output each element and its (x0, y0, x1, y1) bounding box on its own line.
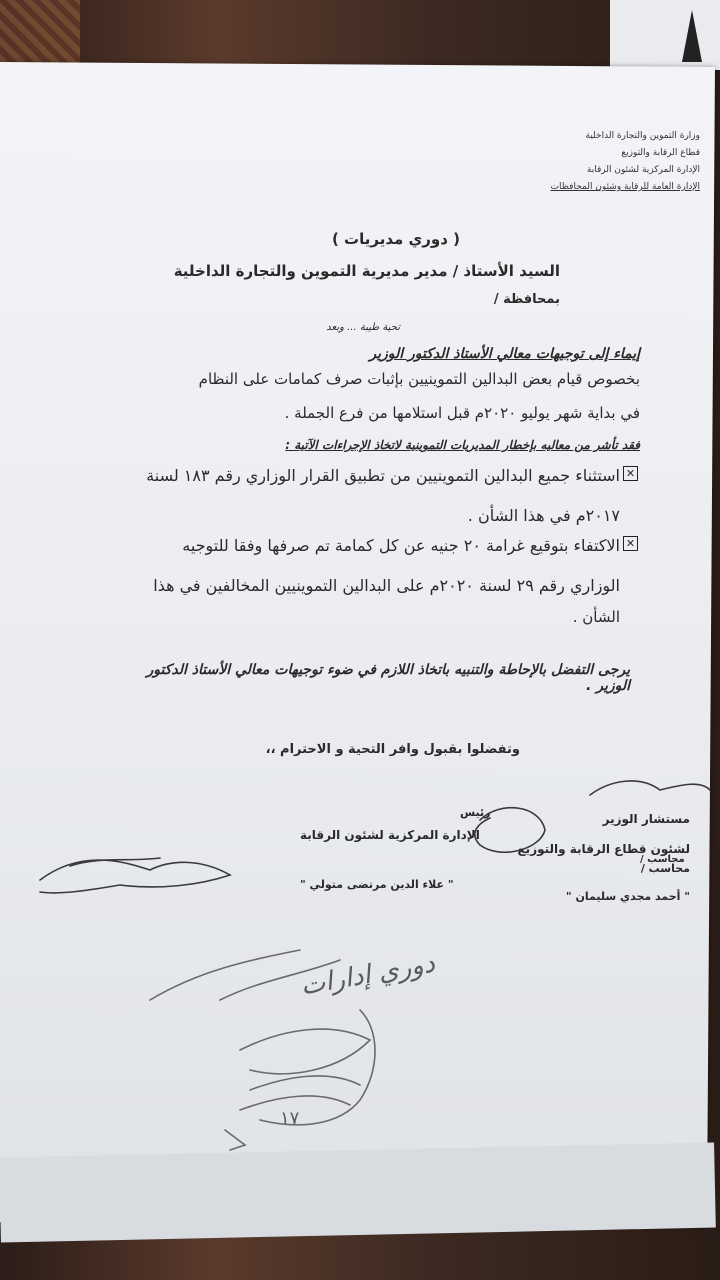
header-line: الإدارة العامة للرقابة وشئون المحافظات (550, 182, 700, 192)
handwritten-number: ١٧ (280, 1108, 300, 1129)
signatory-right-acct: محاسب / (640, 862, 690, 875)
signatory-left-head: رئيس (460, 806, 491, 819)
memo-governorate: بمحافظة / (493, 292, 560, 307)
memo-title: ( دوري مديريات ) (331, 230, 460, 248)
item-1-line: استثناء جميع البدالين التموينيين من تطبيق القرار الوزاري رقم ١٨٣ لسنة (146, 466, 620, 485)
signatory-left-title: الإدارة المركزية لشئون الرقابة (300, 828, 480, 842)
signatory-left-acct: محاسب / (640, 854, 685, 865)
memo-addressee: السيد الأستاذ / مدير مديرية التموين والتجارة الداخلية (173, 262, 560, 280)
memo-request: فقد تأشر من معاليه بإخطار المديريات التموينية لاتخاذ الإجراءات الآتية : (285, 438, 640, 452)
signatory-left-name: " علاء الدين مرتضى متولي " (300, 878, 454, 891)
margin-scribble (150, 950, 340, 1000)
margin-scribble (240, 1029, 370, 1110)
header-line: قطاع الرقابة والتوزيع (621, 148, 700, 158)
handwritten-annotation: دوري إدارات (298, 948, 438, 1002)
header-line: وزارة التموين والتجارة الداخلية (585, 131, 700, 141)
margin-scribble (260, 1010, 375, 1125)
closing-line: الوزير . (586, 678, 630, 694)
closing-line: يرجى التفضل بالإحاطة والتنبيه باتخاذ اللازم في ضوء توجيهات معالي الأستاذ الدكتور (146, 662, 630, 678)
memo-reference: إيماء إلى توجيهات معالي الأستاذ الدكتور الوزير (369, 346, 640, 362)
memo-paragraph-line: في بداية شهر يوليو ٢٠٢٠م قبل استلامها من فرع الجملة . (284, 404, 640, 422)
memo-paragraph-line: بخصوص قيام بعض البدالين التموينيين بإثبات صرف كمامات على النظام (198, 370, 640, 388)
memo-greeting: تحية طيبة ... وبعد (326, 322, 400, 333)
header-line: الإدارة المركزية لشئون الرقابة (586, 165, 700, 175)
checked-box-icon: ✕ (623, 466, 638, 481)
initials-scribble (590, 781, 710, 795)
item-2-line: الاكتفاء بتوقيع غرامة ٢٠ جنيه عن كل كمامة تم صرفها وفقا للتوجيه (182, 536, 620, 555)
signature-scribble (475, 808, 545, 853)
item-2-line: الشأن . (572, 608, 620, 626)
signatory-right-name: " أحمد مجدي سليمان " (565, 890, 690, 903)
margin-scribble (225, 1130, 245, 1150)
regards-line: وتفضلوا بقبول وافر التحية و الاحترام ،، (265, 742, 520, 757)
signatory-right-title: مستشار الوزير (602, 812, 690, 826)
signatory-right-dept: لشئون قطاع الرقابة والتوزيع (517, 842, 690, 856)
item-1-line: ٢٠١٧م في هذا الشأن . (467, 506, 620, 525)
item-2-line: الوزاري رقم ٢٩ لسنة ٢٠٢٠م على البدالين التموينيين المخالفين في هذا (153, 576, 620, 595)
checked-box-icon: ✕ (623, 536, 638, 551)
signature-scribble (40, 860, 230, 893)
